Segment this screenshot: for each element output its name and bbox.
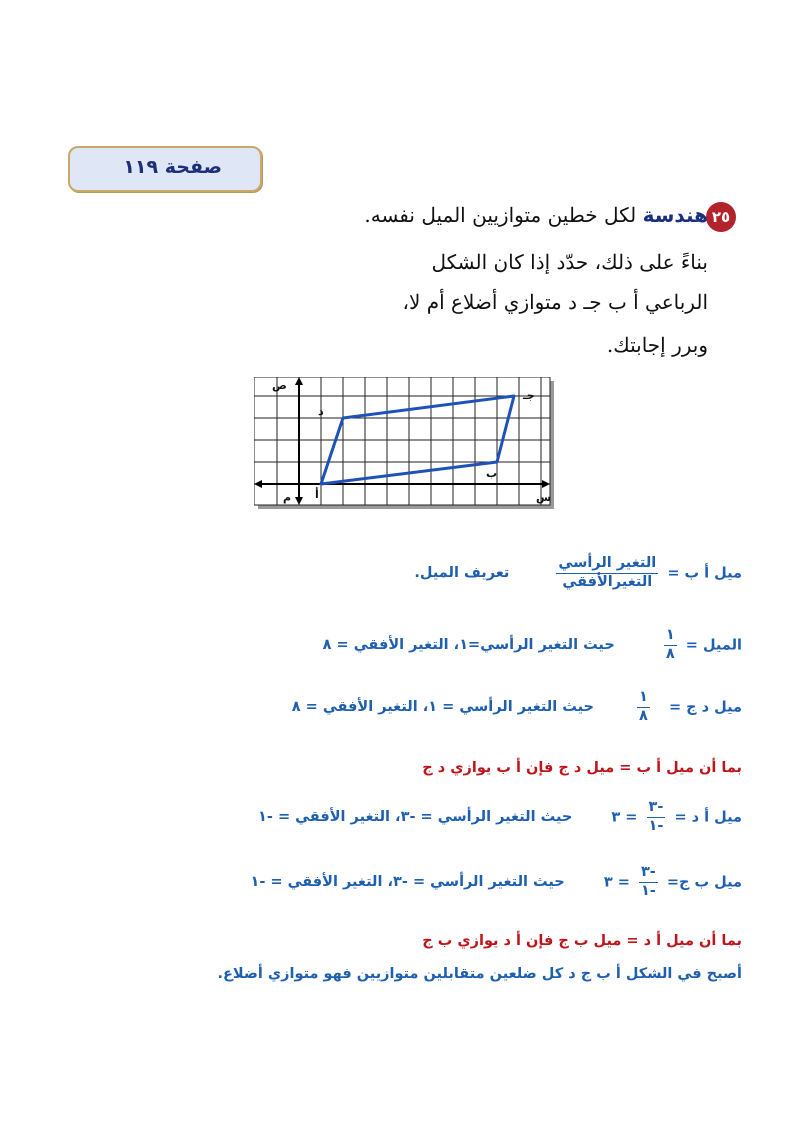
solution-line-6 [250, 865, 742, 900]
parallelogram-graph [254, 377, 556, 511]
slope-label: الميل = [685, 637, 742, 654]
problem-number: ٢٥ [706, 202, 736, 232]
conclusion-ad-parallel-bc: بما أن ميل أ د = ميل ب ج فإن أ د يوازي ب ج [422, 933, 742, 949]
solution-line-5 [258, 800, 742, 835]
slope-ad-note: حيث التغير الرأسي = -٣، التغير الأفقي = -١ [258, 809, 573, 826]
slope-ab-label: ميل أ ب = [667, 565, 742, 582]
problem-keyword: هندسة [642, 203, 708, 227]
slope-definition-note: تعريف الميل. [414, 565, 510, 582]
slope-definition-fraction [556, 556, 658, 591]
final-conclusion: أصبح في الشكل أ ب ج د كل ضلعين متقابلين متوازيين فهو متوازي أضلاع. [217, 966, 742, 982]
problem-line-1-text: لكل خطين متوازيين الميل نفسه. [364, 203, 637, 227]
fraction-numerator: التغير الرأسي [556, 556, 658, 574]
problem-line-4: وبرر إجابتك. [606, 333, 708, 357]
slope-bc-fraction [639, 865, 658, 900]
vertex-b-label: ب [486, 467, 498, 480]
fraction-numerator: -٣ [639, 865, 658, 883]
problem-line-1 [364, 203, 708, 227]
fraction-denominator: التغيرالأفقي [562, 573, 653, 590]
conclusion-ab-parallel-dc: بما أن ميل أ ب = ميل د ج فإن أ ب يوازي د ج [422, 760, 742, 776]
slope-ad-result: = ٣ [611, 809, 638, 826]
fraction-denominator: -١ [648, 817, 664, 834]
fraction-denominator: ٨ [639, 707, 648, 724]
slope-change-note: حيث التغير الرأسي=١، التغير الأفقي = ٨ [322, 637, 615, 654]
slope-ad-fraction [647, 800, 666, 835]
fraction-numerator: ١ [664, 628, 677, 646]
slope-ad-label: ميل أ د = [674, 809, 742, 826]
slope-value-fraction [664, 628, 677, 663]
vertex-a-label: أ [315, 488, 319, 501]
solution-line-2 [323, 628, 742, 663]
fraction-denominator: ٨ [665, 645, 675, 662]
solution-line-1 [414, 556, 742, 591]
slope-bc-note: حيث التغير الرأسي = -٣، التغير الأفقي = -١ [250, 874, 565, 891]
slope-dc-note: حيث التغير الرأسي = ١، التغير الأفقي = ٨ [291, 699, 594, 716]
axis-y-label: ص [272, 379, 287, 392]
slope-dc-label: ميل د ج = [668, 699, 742, 716]
fraction-numerator: ١ [637, 690, 650, 708]
axis-x-label: س [536, 491, 552, 504]
slope-dc-fraction [637, 690, 650, 725]
problem-line-2: بناءً على ذلك، حدّد إذا كان الشكل [431, 250, 708, 274]
problem-line-3: الرباعي أ ب جـ د متوازي أضلاع أم لا، [402, 290, 708, 314]
solution-line-3 [292, 690, 742, 725]
page-badge-text: صفحة ١١٩ [123, 156, 222, 178]
origin-label: م [283, 491, 292, 504]
page-badge [68, 146, 262, 192]
fraction-numerator: -٣ [647, 800, 666, 818]
vertex-d-label: د [318, 405, 324, 418]
vertex-c-label: جـ [523, 389, 535, 402]
slope-bc-label: ميل ب ج= [666, 874, 742, 891]
slope-bc-result: = ٣ [603, 874, 630, 891]
fraction-denominator: -١ [640, 882, 656, 899]
